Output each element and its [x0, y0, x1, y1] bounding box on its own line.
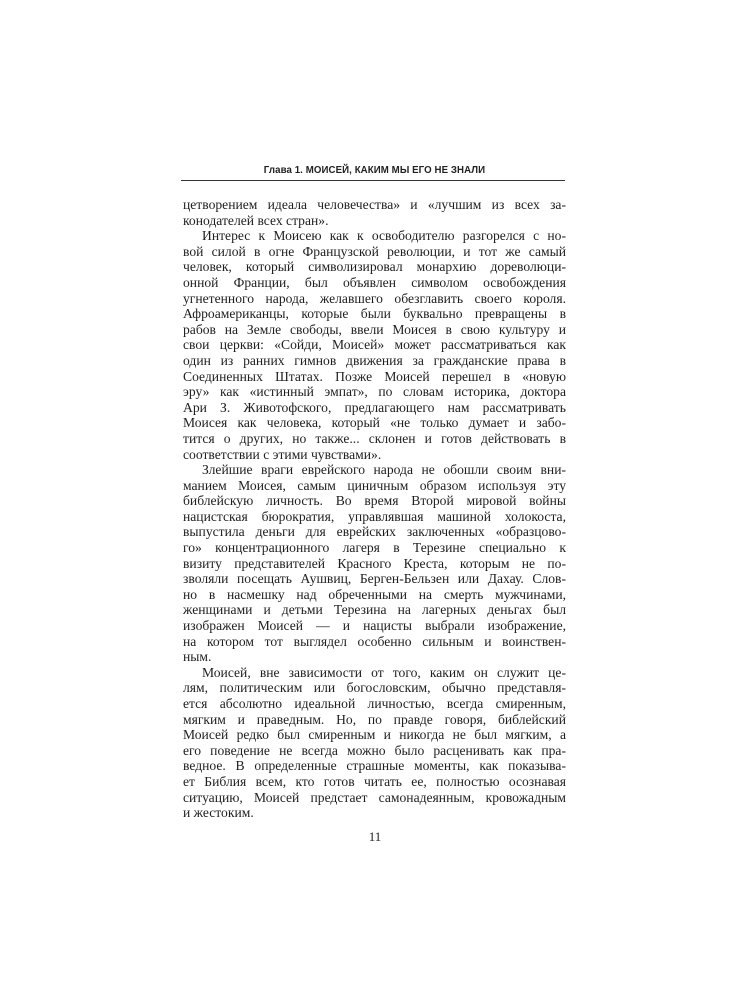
- paragraph: [183, 228, 566, 462]
- text-line: эру» как «истинный эмпат», по словам историка, доктора: [183, 384, 566, 400]
- text-line: соответствии с этими чувствами».: [183, 446, 382, 462]
- text-line: ситуацию, Моисей предстает самонадеянным, кровожадным: [183, 789, 566, 805]
- text-line: свои церкви: «Сойди, Моисей» может рассматриваться как: [183, 337, 566, 353]
- text-line: и жестоким.: [183, 805, 254, 821]
- text-line: визиту представителей Красного Креста, которым не по-: [183, 555, 566, 571]
- text-line: манием Моисея, самым циничным образом используя эту: [183, 477, 566, 493]
- body-text: [183, 197, 566, 821]
- text-line: рабов на Земле свободы, ввели Моисея в свою культуру и: [183, 321, 566, 337]
- text-line: Афроамериканцы, которые были буквально превращены в: [183, 306, 566, 322]
- text-line: Моисея как человека, который «не только думает и забо-: [183, 415, 566, 431]
- text-line: онной Франции, был объявлен символом освобождения: [183, 274, 566, 290]
- text-line: цетворением идеала человечества» и «лучшим из всех за-: [183, 197, 566, 212]
- text-line: библейскую личность. Во время Второй мировой войны: [183, 493, 566, 509]
- running-header: Глава 1. МОИСЕЙ, КАКИМ МЫ ЕГО НЕ ЗНАЛИ: [263, 164, 486, 176]
- text-line: Интерес к Моисею как к освободителю разгорелся с но-: [202, 228, 566, 244]
- text-line: ведное. В определенные страшные моменты, как показыва-: [183, 758, 566, 774]
- header-rule: [181, 180, 565, 181]
- text-line: один из ранних гимнов движения за гражданские права в: [183, 352, 566, 368]
- text-line: ется абсолютно идеальной личностью, всегда смиренным,: [183, 696, 566, 711]
- page-number: 11: [368, 829, 382, 844]
- text-line: но в насмешку над обреченными на смерть мужчинами,: [183, 586, 566, 602]
- text-line: угнетенного народа, желавшего обезглавить своего короля.: [183, 290, 566, 306]
- text-line: изображен Моисей — и нацисты выбрали изображение,: [183, 618, 566, 634]
- text-line: Моисей редко был смиренным и никогда не был мягким, а: [183, 727, 566, 743]
- text-line: лям, политическим или богословским, обычно представля-: [183, 680, 566, 696]
- text-line: тится о других, но также... склонен и готов действовать в: [183, 430, 566, 446]
- text-line: конодателей всех стран».: [183, 212, 329, 228]
- text-line: вой силой в огне Французской революции, и тот же самый: [183, 243, 566, 259]
- text-line: зволяли посещать Аушвиц, Берген-Бельзен или Дахау. Слов-: [183, 571, 566, 587]
- text-line: Моисей, вне зависимости от того, каким он служит це-: [202, 664, 566, 680]
- paragraph: [183, 462, 566, 665]
- text-line: Соединенных Штатах. Позже Моисей перешел в «новую: [183, 368, 566, 384]
- text-line: женщинами и детьми Терезина на лагерных деньгах был: [183, 602, 566, 618]
- text-line: на котором тот выглядел особенно сильным и воинствен-: [183, 633, 566, 649]
- text-line: Злейшие враги еврейского народа не обошли своим вни-: [202, 462, 566, 478]
- text-line: выпустила деньги для еврейских заключенных «образцово-: [183, 524, 566, 540]
- text-line: человек, который символизировал монархию дореволюци-: [183, 259, 566, 275]
- text-line: мягким и праведным. Но, по правде говоря, библейский: [183, 711, 566, 727]
- text-line: его поведение не всегда можно было расценивать как пра-: [183, 742, 566, 758]
- text-line: нацистская бюрократия, управлявшая машиной холокоста,: [183, 508, 566, 524]
- text-line: го» концентрационного лагеря в Терезине специально к: [183, 540, 566, 556]
- text-line: ет Библия всем, кто готов читать ее, полностью осознавая: [183, 773, 566, 789]
- text-line: Ари З. Животофского, предлагающего нам рассматривать: [183, 399, 566, 415]
- paragraph: [183, 665, 566, 821]
- text-line: ным.: [183, 649, 212, 665]
- paragraph: [183, 197, 566, 228]
